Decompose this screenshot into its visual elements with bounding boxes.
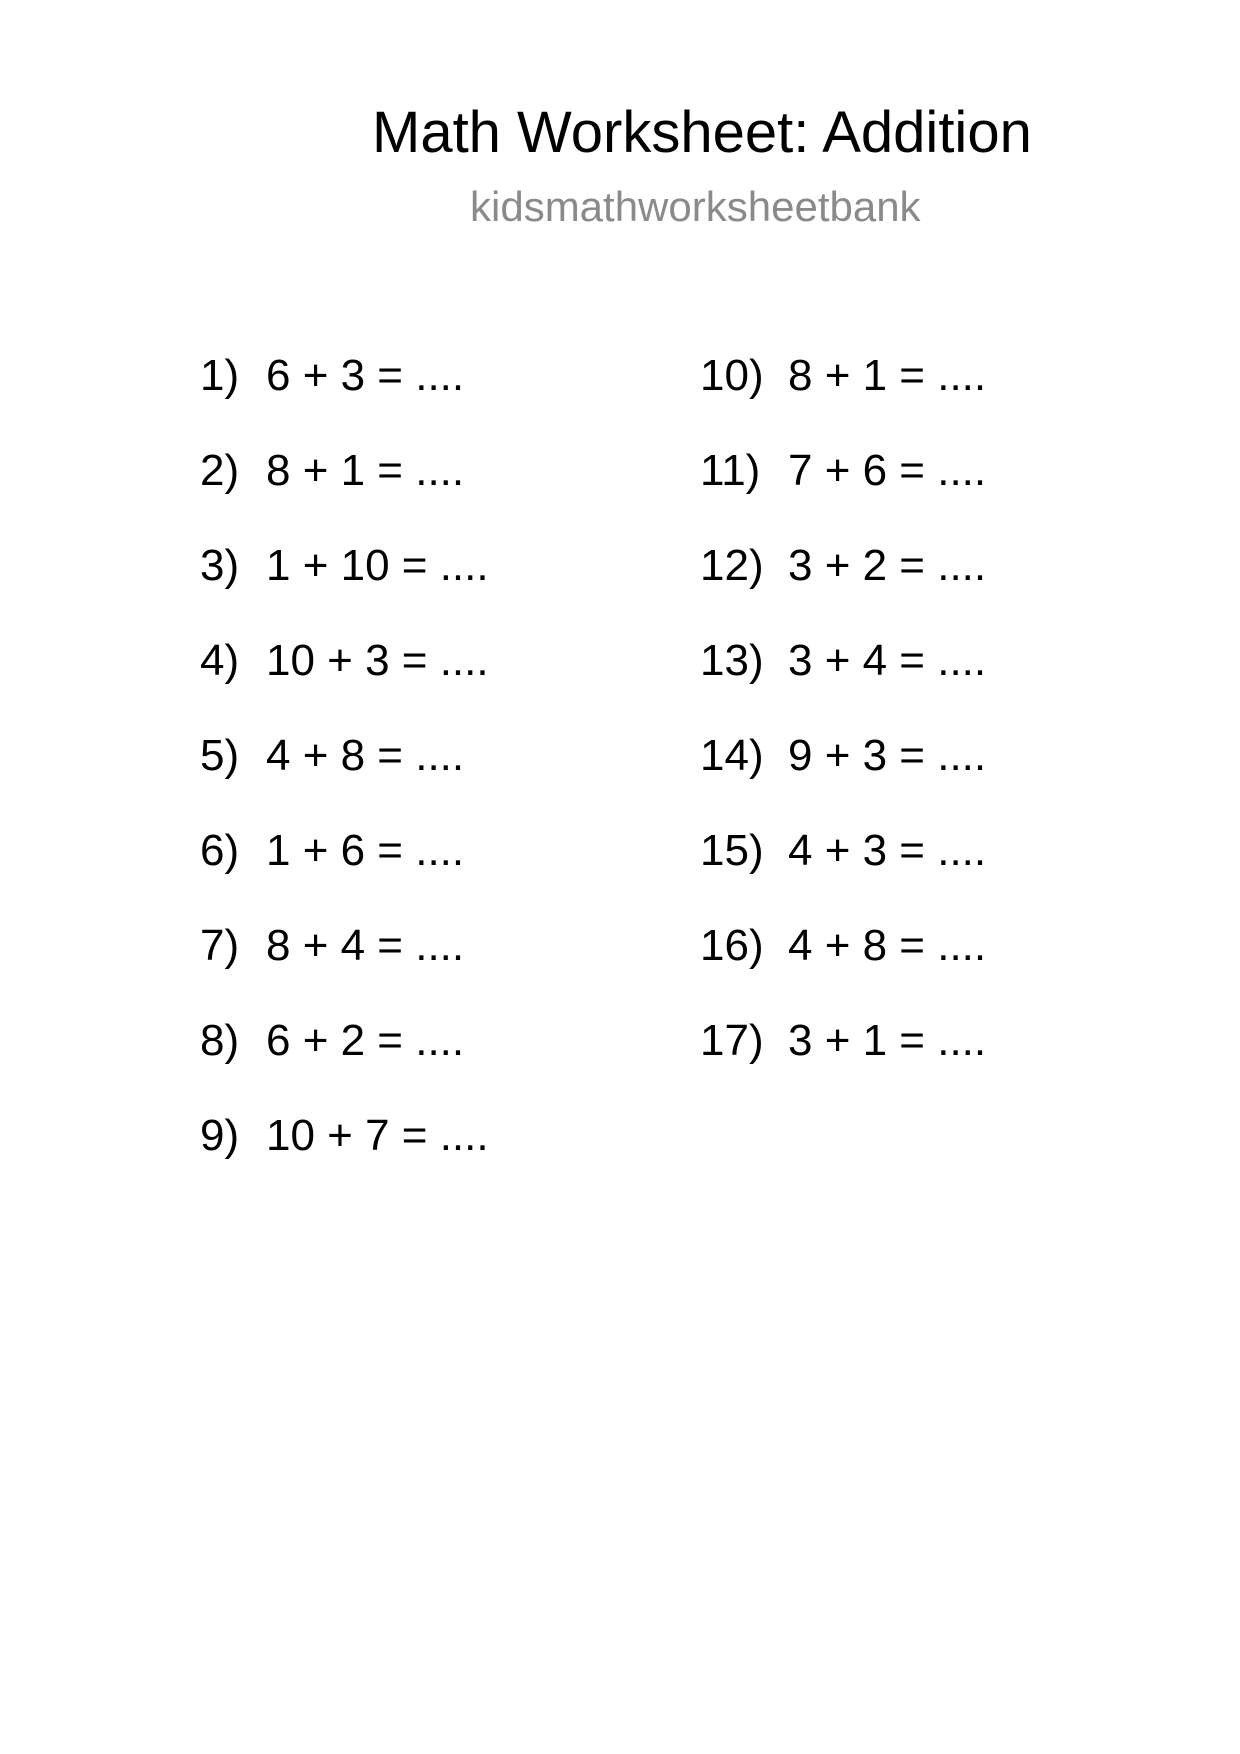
problem-expression: 3 + 2 = ....: [788, 541, 987, 590]
problem-item: [700, 730, 986, 825]
problem-expression: 3 + 4 = ....: [788, 636, 987, 685]
problem-number: 11): [700, 446, 761, 495]
problem-item: [200, 1110, 489, 1205]
problem-item: [200, 445, 489, 540]
problem-number: 9): [200, 1111, 240, 1160]
worksheet-title: Math Worksheet: Addition: [372, 100, 1032, 165]
problem-item: [700, 445, 986, 540]
problem-expression: 1 + 6 = ....: [266, 826, 465, 875]
problem-item: [700, 350, 986, 445]
problem-expression: 1 + 10 = ....: [266, 541, 489, 590]
problem-expression: 4 + 3 = ....: [788, 826, 987, 875]
problem-number: 5): [200, 731, 240, 780]
problem-expression: 4 + 8 = ....: [788, 921, 987, 970]
problem-expression: 8 + 1 = ....: [788, 351, 987, 400]
problem-expression: 10 + 3 = ....: [266, 636, 489, 685]
problem-number: 2): [200, 446, 240, 495]
problem-item: [700, 635, 986, 730]
problems-left-column: [200, 350, 489, 1205]
problem-number: 1): [200, 351, 240, 400]
problem-expression: 6 + 3 = ....: [266, 351, 465, 400]
problem-number: 3): [200, 541, 240, 590]
problem-item: [200, 1015, 489, 1110]
problem-item: [200, 540, 489, 635]
problem-item: [200, 730, 489, 825]
problem-number: 7): [200, 921, 240, 970]
problem-number: 6): [200, 826, 240, 875]
problems-right-column: [700, 350, 986, 1110]
problem-expression: 8 + 4 = ....: [266, 921, 465, 970]
problem-number: 14): [700, 731, 764, 780]
problem-number: 13): [700, 636, 764, 685]
worksheet-subtitle: kidsmathworksheetbank: [470, 183, 921, 230]
problem-expression: 4 + 8 = ....: [266, 731, 465, 780]
problem-number: 17): [700, 1016, 764, 1065]
problem-number: 8): [200, 1016, 240, 1065]
problem-expression: 6 + 2 = ....: [266, 1016, 465, 1065]
problem-expression: 8 + 1 = ....: [266, 446, 465, 495]
problem-number: 10): [700, 351, 764, 400]
problem-item: [700, 540, 986, 635]
problem-number: 15): [700, 826, 764, 875]
problem-expression: 3 + 1 = ....: [788, 1016, 987, 1065]
problem-number: 12): [700, 541, 764, 590]
problem-item: [200, 350, 489, 445]
problem-item: [700, 1015, 986, 1110]
problem-expression: 9 + 3 = ....: [788, 731, 987, 780]
problem-item: [700, 825, 986, 920]
problem-number: 4): [200, 636, 240, 685]
problem-expression: 10 + 7 = ....: [266, 1111, 489, 1160]
problem-expression: 7 + 6 = ....: [788, 446, 987, 495]
problem-number: 16): [700, 921, 764, 970]
problem-item: [200, 635, 489, 730]
problem-item: [200, 920, 489, 1015]
problem-item: [200, 825, 489, 920]
problem-item: [700, 920, 986, 1015]
